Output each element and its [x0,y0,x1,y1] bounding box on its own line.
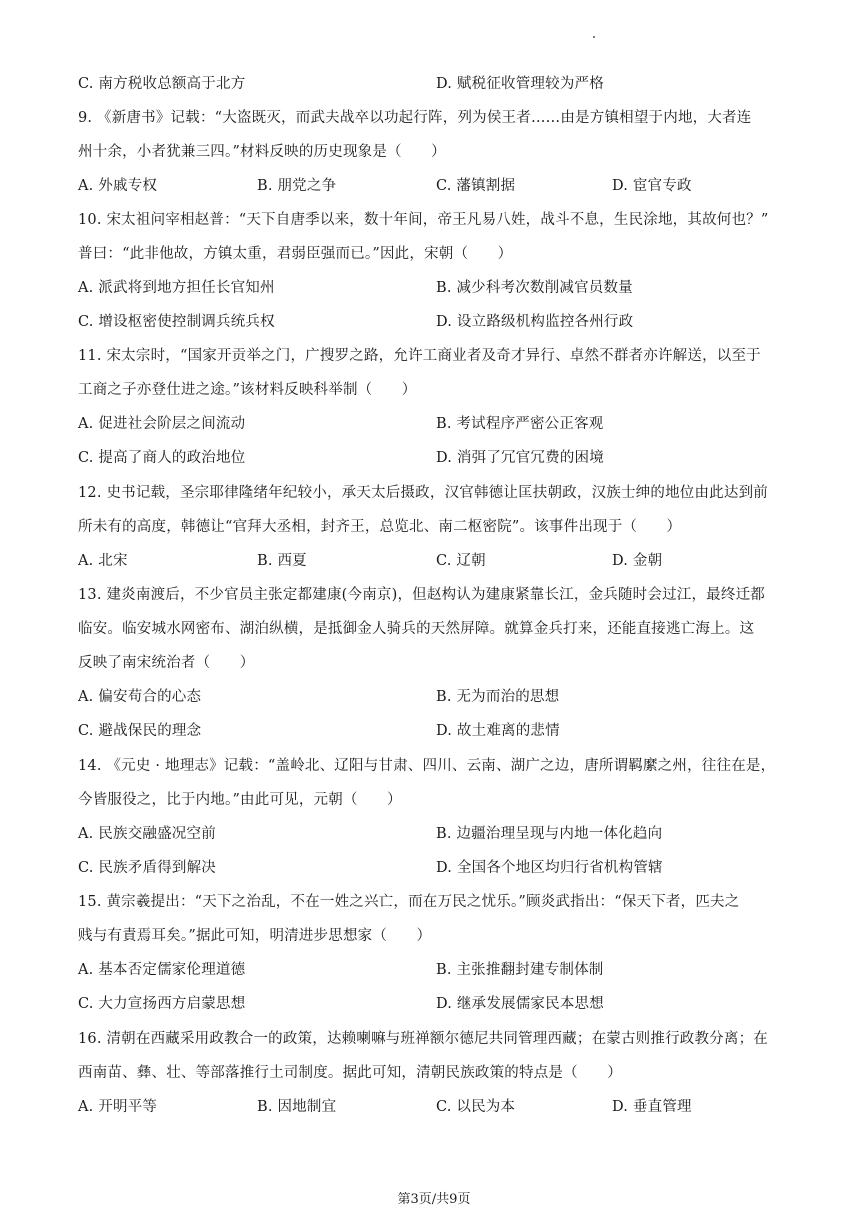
q10-option-b: B. 减少科考次数削减官员数量 [436,280,633,296]
q11-option-c: C. 提高了商人的政治地位 [78,450,246,466]
q14-option-a: A. 民族交融盛况空前 [78,826,216,842]
q13-option-a: A. 偏安苟合的心态 [78,689,202,705]
q16-option-a: A. 开明平等 [78,1099,158,1115]
page-footer: 第3页/共9页 [397,1192,471,1207]
q13-stem-line-1: 13. 建炎南渡后，不少官员主张定都建康(今南京)，但赵构认为建康紧靠长江，金兵随时会过江，最终迁都 [78,587,765,603]
q13-option-c: C. 避战保民的理念 [78,723,202,739]
q14-stem-line-1: 14. 《元史 · 地理志》记载：“盖岭北、辽阳与甘肃、四川、云南、湖广之边，唐所谓羁縻之州，往往在是， [78,758,776,774]
q16-stem-line-1: 16. 清朝在西藏采用政教合一的政策，达赖喇嘛与班禅额尔德尼共同管理西藏；在蒙古则推行政教分离；在 [78,1031,768,1047]
q11-option-b: B. 考试程序严密公正客观 [436,416,604,432]
q9-stem-line-2: 州十余，小者犹兼三四。”材料反映的历史现象是（ ） [78,144,446,160]
q14-stem-line-2: 今皆服役之，比于内地。”由此可见，元朝（ ） [78,792,402,808]
q14-option-b: B. 边疆治理呈现与内地一体化趋向 [436,826,663,842]
q13-option-b: B. 无为而治的思想 [436,689,560,705]
q16-option-c: C. 以民为本 [436,1099,516,1115]
q15-stem-line-1: 15. 黄宗羲提出：“天下之治乱，不在一姓之兴亡，而在万民之忧乐。”顾炎武指出：“保天下者，匹夫之 [78,894,740,910]
q9-option-d: D. 宦官专政 [612,178,692,194]
q14-option-c: C. 民族矛盾得到解决 [78,860,216,876]
q15-option-c: C. 大力宣扬西方启蒙思想 [78,996,246,1012]
q12-option-a: A. 北宋 [78,553,128,569]
q10-option-a: A. 派武将到地方担任长官知州 [78,280,275,296]
q10-stem-line-1: 10. 宋太祖问宰相赵普：“天下自唐季以来，数十年间，帝王凡易八姓，战斗不息，生民涂地，其故何也？” [78,212,769,228]
q10-stem-line-2: 普曰：“此非他故，方镇太重，君弱臣强而已。”因此，宋朝（ ） [78,246,513,262]
q12-option-b: B. 西夏 [257,553,307,569]
scan-mark [593,36,595,38]
q15-stem-line-2: 贱与有責焉耳矣。”据此可知，明清进步思想家（ ） [78,928,432,944]
q11-stem-line-1: 11. 宋太宗时，“国家开贡举之门，广搜罗之路，允许工商业者及奇才异行、卓然不群者亦许解送，以至于 [78,348,761,364]
q12-stem-line-1: 12. 史书记载，圣宗耶律隆绪年纪较小，承天太后摄政，汉官韩德让匡扶朝政，汉族士绅的地位由此达到前 [78,485,768,501]
q12-stem-line-2: 所未有的高度，韩德让“官拜大丞相，封齐王，总览北、南二枢密院”。该事件出现于（ ） [78,519,682,535]
q9-option-a: A. 外戚专权 [78,178,158,194]
q16-stem-line-2: 西南苗、彝、壮、等部落推行土司制度。据此可知，清朝民族政策的特点是（ ） [78,1065,622,1081]
q15-option-d: D. 继承发展儒家民本思想 [436,996,604,1012]
q15-option-a: A. 基本否定儒家伦理道德 [78,962,246,978]
q11-option-d: D. 消弭了冗官冗费的困境 [436,450,604,466]
q8-option-c: C. 南方税收总额高于北方 [78,76,246,92]
q14-option-d: D. 全国各个地区均归行省机构管辖 [436,860,663,876]
q8-option-d: D. 赋税征收管理较为严格 [436,76,604,92]
q13-stem-line-2: 临安。临安城水网密布、湖泊纵横，是抵御金人骑兵的天然屏障。就算金兵打来，还能直接逃亡海上。这 [78,621,755,637]
q15-option-b: B. 主张推翻封建专制体制 [436,962,604,978]
q12-option-d: D. 金朝 [612,553,663,569]
q16-option-d: D. 垂直管理 [612,1099,692,1115]
q11-option-a: A. 促进社会阶层之间流动 [78,416,246,432]
q10-option-d: D. 设立路级机构监控各州行政 [436,314,634,330]
q9-stem-line-1: 9. 《新唐书》记载：“大盗既灭，而武夫战卒以功起行阵，列为侯王者……由是方镇相望于内地，大者连 [78,110,752,126]
q11-stem-line-2: 工商之子亦登仕进之途。”该材料反映科举制（ ） [78,382,417,398]
q9-option-b: B. 朋党之争 [257,178,337,194]
q16-option-b: B. 因地制宜 [257,1099,337,1115]
q13-stem-line-3: 反映了南宋统治者（ ） [78,655,255,671]
q9-option-c: C. 藩镇割据 [436,178,516,194]
q10-option-c: C. 增设枢密使控制调兵统兵权 [78,314,275,330]
q13-option-d: D. 故土难离的悲情 [436,723,560,739]
q12-option-c: C. 辽朝 [436,553,486,569]
